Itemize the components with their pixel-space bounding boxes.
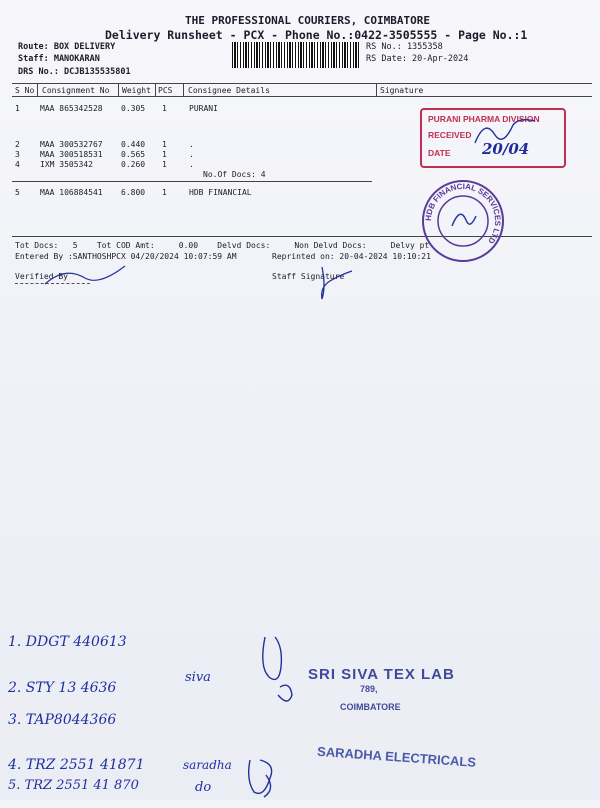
saradha-signature (240, 755, 290, 800)
row-sno: 1 (15, 104, 20, 113)
col-header-pcs: PCS (158, 86, 173, 95)
handwritten-siva: siva (185, 670, 211, 685)
row-sno: 3 (15, 150, 20, 159)
table-top-rule (12, 83, 592, 84)
row-consignment: MAA 106884541 (40, 188, 103, 197)
rs-number: RS No.: 1355358 (366, 42, 443, 52)
handwritten-do: do (195, 780, 212, 795)
hdb-round-stamp (420, 178, 506, 264)
group-rule (12, 181, 372, 182)
col-divider (118, 83, 119, 96)
row-weight: 0.565 (121, 150, 146, 159)
staff-signature-label: Staff Signature (272, 272, 345, 281)
col-divider (37, 83, 38, 96)
row-sno: 2 (15, 140, 20, 149)
staff-label: Staff: MANOKARAN (18, 54, 100, 64)
row-pcs: 1 (162, 104, 167, 113)
row-pcs: 1 (162, 140, 167, 149)
row-details: HDB FINANCIAL (189, 188, 252, 197)
row-weight: 6.800 (121, 188, 146, 197)
row-details: . (189, 160, 194, 169)
group-doc-count: No.Of Docs: 4 (203, 170, 266, 179)
row-weight: 0.305 (121, 104, 146, 113)
col-header-signature: Signature (380, 86, 424, 95)
row-weight: 0.260 (121, 160, 146, 169)
handwritten-line: 1. DDGT 440613 (8, 634, 127, 650)
saradha-stamp (315, 742, 498, 802)
verified-by-label: Verified By (15, 272, 68, 281)
row-consignment: MAA 300532767 (40, 140, 103, 149)
handwritten-line: 2. STY 13 4636 (8, 680, 117, 696)
col-divider (155, 83, 156, 96)
purani-signature (470, 118, 540, 153)
entered-by: Entered By :SANTHOSHPCX 04/20/2024 10:07:59 AM (15, 252, 237, 261)
drs-number: DRS No.: DCJB135535801 (18, 67, 131, 77)
sivatex-stamp (300, 660, 475, 718)
company-name: THE PROFESSIONAL COURIERS, COIMBATORE (185, 14, 431, 27)
stamp-received: RECEIVED (428, 130, 472, 140)
runsheet-title: Delivery Runsheet - PCX - Phone No.:0422-3505555 - Page No.:1 (105, 28, 528, 42)
row-details: PURANI (189, 104, 218, 113)
row-details: . (189, 150, 194, 159)
col-divider (183, 83, 184, 96)
row-pcs: 1 (162, 188, 167, 197)
verified-signature (40, 262, 130, 290)
col-divider (376, 83, 377, 96)
sivatex-city: COIMBATORE (340, 702, 401, 712)
row-details: . (189, 140, 194, 149)
staff-signature (312, 262, 372, 302)
table-header-rule (12, 96, 592, 97)
stamp-title: PURANI PHARMA DIVISION (428, 114, 540, 124)
rs-date: RS Date: 20-Apr-2024 (366, 54, 469, 64)
row-consignment: IXM 3505342 (40, 160, 93, 169)
totals-line: Tot Docs: 5 Tot COD Amt: 0.00 Delvd Docs: Non Delvd Docs: Delvy pt (15, 241, 430, 250)
sivatex-number: 789, (360, 684, 378, 694)
row-consignment: MAA 865342528 (40, 104, 103, 113)
row-weight: 0.440 (121, 140, 146, 149)
handwritten-saradha: saradha (183, 758, 232, 772)
row-pcs: 1 (162, 150, 167, 159)
row-pcs: 1 (162, 160, 167, 169)
col-header-weight: Weight (122, 86, 151, 95)
barcode (232, 42, 360, 68)
hdb-ring-text: HDB FINANCIAL SERVICES LTD (423, 181, 503, 246)
stamp-date-handwritten: 20/04 (482, 140, 530, 158)
col-header-sno: S No (15, 86, 35, 95)
row-consignment: MAA 300518531 (40, 150, 103, 159)
row-sno: 5 (15, 188, 20, 197)
sivatex-name: SRI SIVA TEX LAB (308, 666, 455, 683)
route-label: Route: BOX DELIVERY (18, 42, 116, 52)
handwritten-line: 4. TRZ 2551 41871 (8, 757, 145, 773)
handwritten-line: 3. TAP8044366 (8, 712, 117, 728)
row-sno: 4 (15, 160, 20, 169)
col-header-consignee: Consignee Details (188, 86, 270, 95)
saradha-name: SARADHA ELECTRICALS (316, 743, 477, 770)
handwritten-line: 5. TRZ 2551 41 870 (8, 778, 139, 793)
reprinted-on: Reprinted on: 20-04-2024 10:10:21 (272, 252, 431, 261)
col-header-consignment: Consignment No (42, 86, 110, 95)
stamp-date: DATE (428, 148, 451, 158)
